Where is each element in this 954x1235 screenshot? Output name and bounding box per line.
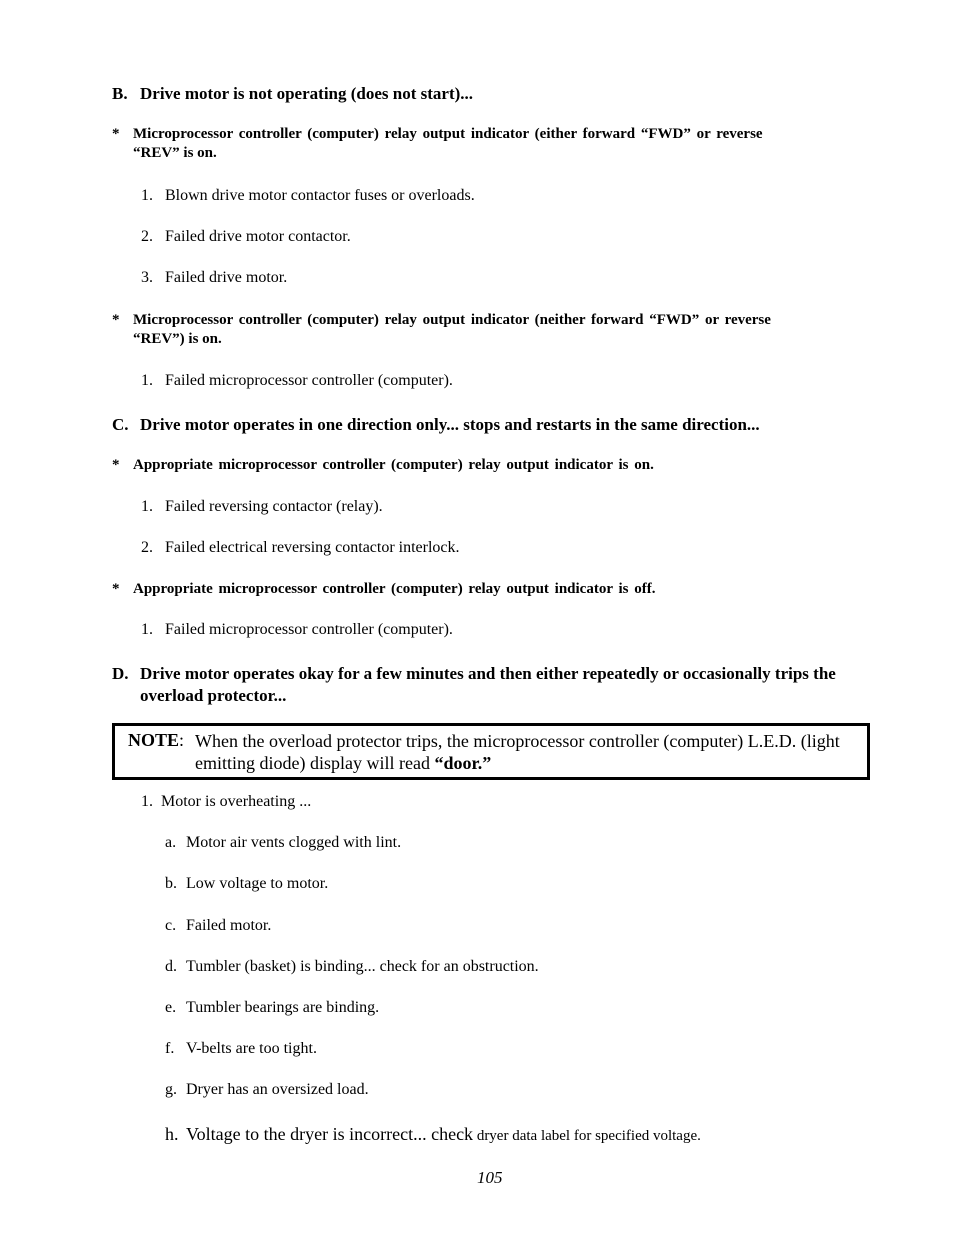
bullet-fwd-rev-neither (112, 312, 872, 352)
bullet-star: * (112, 312, 120, 328)
section-title: Drive motor operates in one direction only... stops and restarts in the same direction... (140, 415, 760, 434)
section-b-heading (112, 84, 473, 104)
section-letter: C. (112, 415, 129, 434)
sub-list-item: e. Tumbler bearings are binding. (165, 999, 380, 1016)
bullet-star: * (112, 581, 120, 597)
bullet-fwd-rev-on (112, 126, 872, 166)
section-title: Drive motor is not operating (does not start)... (140, 84, 474, 103)
bullet-line: Appropriate microprocessor controller (computer) relay output indicator is on. (133, 457, 654, 473)
page-number: 105 (477, 1168, 503, 1187)
list-item: 1. Failed microprocessor controller (computer). (141, 372, 453, 389)
list-item: 2. Failed electrical reversing contactor interlock. (141, 539, 460, 556)
list-item: 3. Failed drive motor. (141, 269, 288, 286)
list-item: 1. Motor is overheating ... (141, 793, 312, 810)
sub-list-item: c. Failed motor. (165, 917, 272, 934)
note-text: When the overload protector trips, the microprocessor controller (computer) L.E.D. (light emitting diode) display will read “door.” (195, 731, 840, 773)
section-letter: D. (112, 664, 129, 683)
section-d-heading (112, 664, 836, 684)
bullet-indicator-off (112, 581, 872, 601)
bullet-line: Appropriate microprocessor controller (computer) relay output indicator is off. (133, 581, 656, 597)
list-item: 2. Failed drive motor contactor. (141, 228, 351, 245)
sub-list-item: b. Low voltage to motor. (165, 875, 329, 892)
section-title-continued: overload protector... (140, 686, 287, 705)
sub-list-item: f. V-belts are too tight. (165, 1040, 317, 1057)
bullet-star: * (112, 457, 120, 473)
sub-list-item: d. Tumbler (basket) is binding... check for an obstruction. (165, 958, 539, 975)
sub-list-item: a. Motor air vents clogged with lint. (165, 834, 402, 851)
bullet-line: Microprocessor controller (computer) relay output indicator (neither forward “FWD” or reverse (133, 312, 771, 328)
sub-list-item: g. Dryer has an oversized load. (165, 1081, 369, 1098)
list-item: 1. Failed reversing contactor (relay). (141, 498, 383, 515)
list-item: 1. Blown drive motor contactor fuses or overloads. (141, 187, 475, 204)
section-title: Drive motor operates okay for a few minutes and then either repeatedly or occasionally trips the (140, 664, 836, 683)
section-c-heading (112, 415, 760, 435)
note-box (112, 723, 870, 780)
bullet-star: * (112, 126, 120, 142)
list-item: 1. Failed microprocessor controller (computer). (141, 621, 453, 638)
bullet-line: “REV” is on. (133, 145, 217, 161)
sub-list-item: h. Voltage to the dryer is incorrect... check dryer data label for specified voltage. (165, 1124, 701, 1144)
bullet-line: Microprocessor controller (computer) relay output indicator (either forward “FWD” or reverse (133, 126, 763, 142)
note-label: NOTE: (128, 730, 185, 750)
bullet-indicator-on (112, 457, 872, 477)
section-letter: B. (112, 84, 128, 103)
bullet-line: “REV”) is on. (133, 331, 222, 347)
